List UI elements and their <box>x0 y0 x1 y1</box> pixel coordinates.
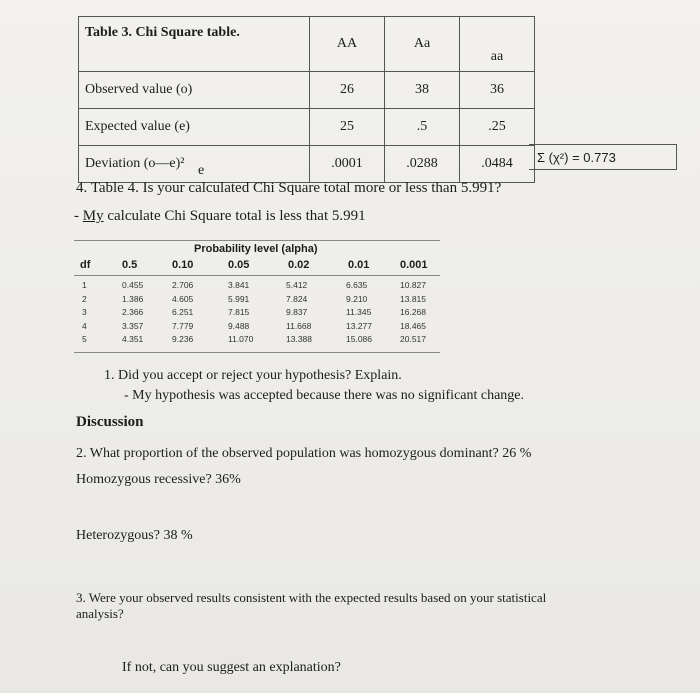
table-cell: 11.668 <box>286 320 312 331</box>
table-cell: 7.824 <box>286 293 308 304</box>
table-cell: 18.465 <box>400 320 426 331</box>
expected-AA: 25 <box>310 109 385 146</box>
header-df: df <box>80 259 91 271</box>
header-0.10: 0.10 <box>172 259 194 271</box>
expected-aa: .25 <box>460 109 535 146</box>
header-0.02: 0.02 <box>288 259 310 271</box>
table-cell: 15.086 <box>346 334 372 344</box>
table-cell: 20.517 <box>400 334 426 344</box>
table-cell: 4.351 <box>122 334 144 344</box>
question-1: 1. Did you accept or reject your hypothesis? Explain. <box>104 368 402 383</box>
question-2: 2. What proportion of the observed population was homozygous dominant? 26 % <box>76 446 532 461</box>
df-value: 4 <box>82 320 87 331</box>
table-cell: 9.210 <box>346 293 368 304</box>
deviation-label: Deviation (o—e)² <box>79 146 310 183</box>
table-cell: 9.837 <box>286 307 308 317</box>
table-header-row <box>79 17 535 72</box>
table-cell: 3.841 <box>228 280 250 290</box>
table-cell: 5.991 <box>228 293 250 304</box>
expected-label: Expected value (e) <box>79 109 310 146</box>
observed-label: Observed value (o) <box>79 72 310 109</box>
table-cell: 3.357 <box>122 320 144 331</box>
observed-AA: 26 <box>310 72 385 109</box>
table-cell: 4.605 <box>172 293 194 304</box>
table-cell: 2.366 <box>122 307 144 317</box>
table-row <box>79 109 535 146</box>
header-aa: aa <box>460 17 535 72</box>
deviation-Aa: .0288 <box>385 146 460 183</box>
answer-underlined-word: My <box>82 208 104 224</box>
table-cell: 6.635 <box>346 280 368 290</box>
df-value: 1 <box>82 280 87 290</box>
deviation-aa: .0484 <box>460 146 535 183</box>
table-cell: 5.412 <box>286 280 308 290</box>
table-cell: 1.386 <box>122 293 144 304</box>
table-cell: 10.827 <box>400 280 426 290</box>
question-4: 4. Table 4. Is your calculated Chi Square total more or less than 5.991? <box>76 180 502 196</box>
chi-table-title: Table 3. Chi Square table. <box>79 17 310 72</box>
divider <box>74 275 440 276</box>
header-0.05: 0.05 <box>228 259 250 271</box>
table-row <box>79 72 535 109</box>
table-cell: 7.815 <box>228 307 250 317</box>
observed-Aa: 38 <box>385 72 460 109</box>
table-cell: 2.706 <box>172 280 194 290</box>
table-cell: 9.488 <box>228 320 250 331</box>
answer-text: calculate Chi Square total is less that 5.991 <box>103 208 366 224</box>
table-cell: 13.388 <box>286 334 312 344</box>
table-cell: 9.236 <box>172 334 194 344</box>
header-AA: AA <box>310 17 385 72</box>
df-value: 3 <box>82 307 87 317</box>
chi-square-sum: Σ (χ²) = 0.773 <box>529 144 677 170</box>
header-0.5: 0.5 <box>122 259 138 271</box>
table-cell: 0.455 <box>122 280 144 290</box>
if-not-prompt: If not, can you suggest an explanation? <box>122 660 341 675</box>
header-0.001: 0.001 <box>400 259 428 271</box>
question-3-line-2: analysis? <box>76 606 124 621</box>
header-Aa: Aa <box>385 17 460 72</box>
homozygous-recessive: Homozygous recessive? 36% <box>76 472 241 487</box>
table-cell: 11.070 <box>228 334 254 344</box>
deviation-AA: .0001 <box>310 146 385 183</box>
answer-1: - My hypothesis was accepted because there was no significant change. <box>124 388 525 403</box>
table-cell: 16.268 <box>400 307 426 317</box>
observed-aa: 36 <box>460 72 535 109</box>
header-0.01: 0.01 <box>348 259 370 271</box>
chi-square-table <box>78 16 535 183</box>
table-cell: 6.251 <box>172 307 194 317</box>
answer-prefix: - <box>74 208 83 224</box>
question-3-line-1: 3. Were your observed results consistent with the expected results based on your statistical <box>76 590 547 605</box>
table-cell: 13.815 <box>400 293 426 304</box>
discussion-heading: Discussion <box>76 414 144 430</box>
table-cell: 7.779 <box>172 320 194 331</box>
table-cell: 11.345 <box>346 307 372 317</box>
divider <box>74 352 440 353</box>
divider <box>74 240 440 241</box>
df-value: 2 <box>82 293 87 304</box>
expected-denominator: e <box>198 163 205 178</box>
probability-caption: Probability level (alpha) <box>194 243 318 255</box>
expected-Aa: .5 <box>385 109 460 146</box>
df-value: 5 <box>82 334 87 344</box>
answer-4 <box>74 208 366 225</box>
table-row <box>79 146 535 183</box>
table-cell: 13.277 <box>346 320 372 331</box>
heterozygous: Heterozygous? 38 % <box>76 528 193 543</box>
